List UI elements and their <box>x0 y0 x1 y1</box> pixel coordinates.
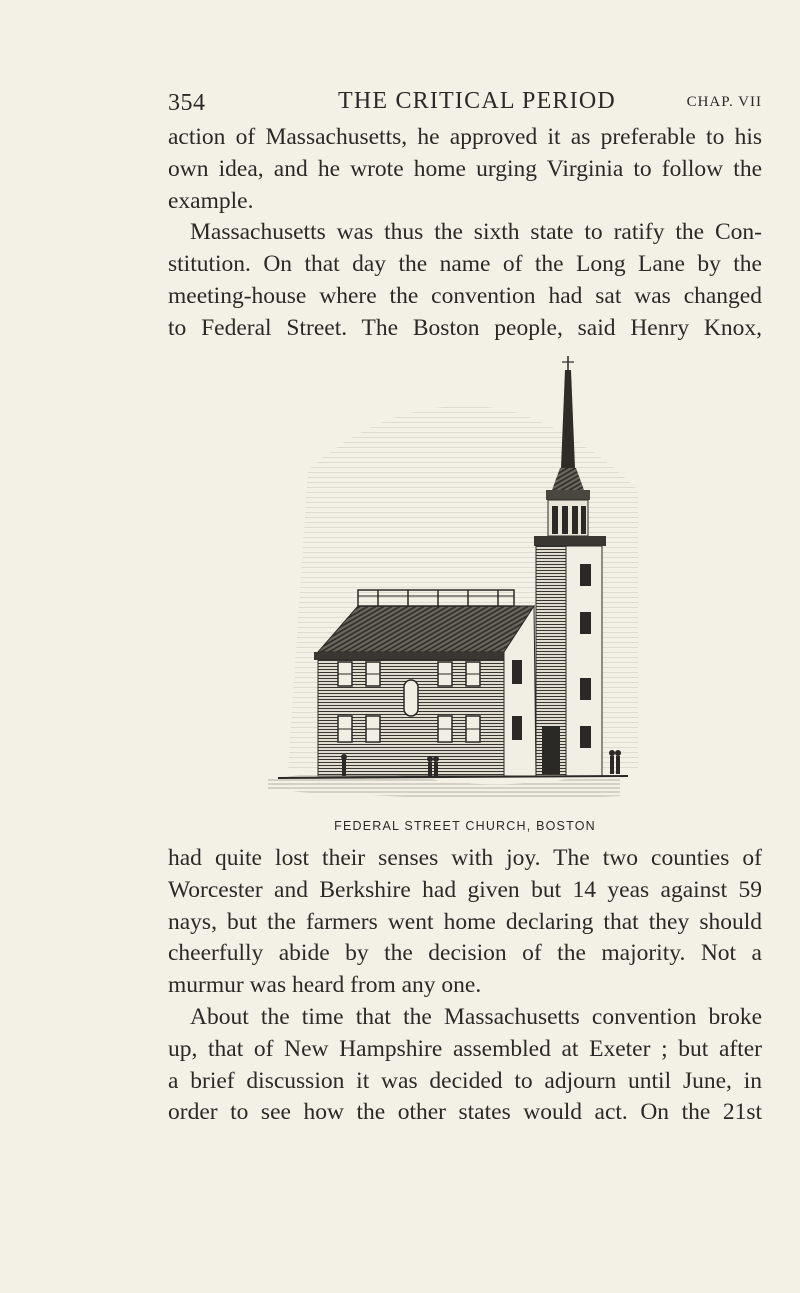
text-line: About the time that the Massachusetts convention broke <box>190 1003 762 1030</box>
text-line: own idea, and he wrote home urging Virginia to follow the <box>168 155 762 182</box>
text-line: action of Massachusetts, he approved it as preferable to his <box>168 124 762 150</box>
paragraph-bottom <box>168 843 762 1129</box>
text-line: cheerfully abide by the decision of the majority. Not a <box>168 940 762 967</box>
text-line: up, that of New Hampshire assembled at Exeter ; but after <box>168 1035 762 1062</box>
text-line: example. <box>168 187 254 214</box>
text-line: order to see how the other states would act. On the 21st <box>168 1099 762 1126</box>
text-line: Worcester and Berkshire had given but 14 yeas against 59 <box>168 876 762 903</box>
text-line: had quite lost their senses with joy. The two counties of <box>168 845 762 871</box>
church-engraving <box>248 350 648 810</box>
text-line: a brief discussion it was decided to adjourn until June, in <box>168 1067 762 1094</box>
running-header <box>168 88 762 118</box>
church-illustration <box>248 350 648 810</box>
running-title: THE CRITICAL PERIOD <box>338 88 616 114</box>
text-line: nays, but the farmers went home declaring that they should <box>168 908 762 935</box>
paragraph-top <box>168 122 762 345</box>
page-number: 354 <box>168 90 206 116</box>
text-line: meeting-house where the convention had sat was changed <box>168 282 762 309</box>
figure-caption: FEDERAL STREET CHURCH, BOSTON <box>334 819 596 833</box>
text-line: to Federal Street. The Boston people, said Henry Knox, <box>168 314 762 341</box>
chapter-label: CHAP. VII <box>686 94 762 110</box>
text-line: murmur was heard from any one. <box>168 972 482 999</box>
text-line: Massachusetts was thus the sixth state to ratify the Con- <box>190 219 762 246</box>
text-line: stitution. On that day the name of the Long Lane by the <box>168 251 762 278</box>
